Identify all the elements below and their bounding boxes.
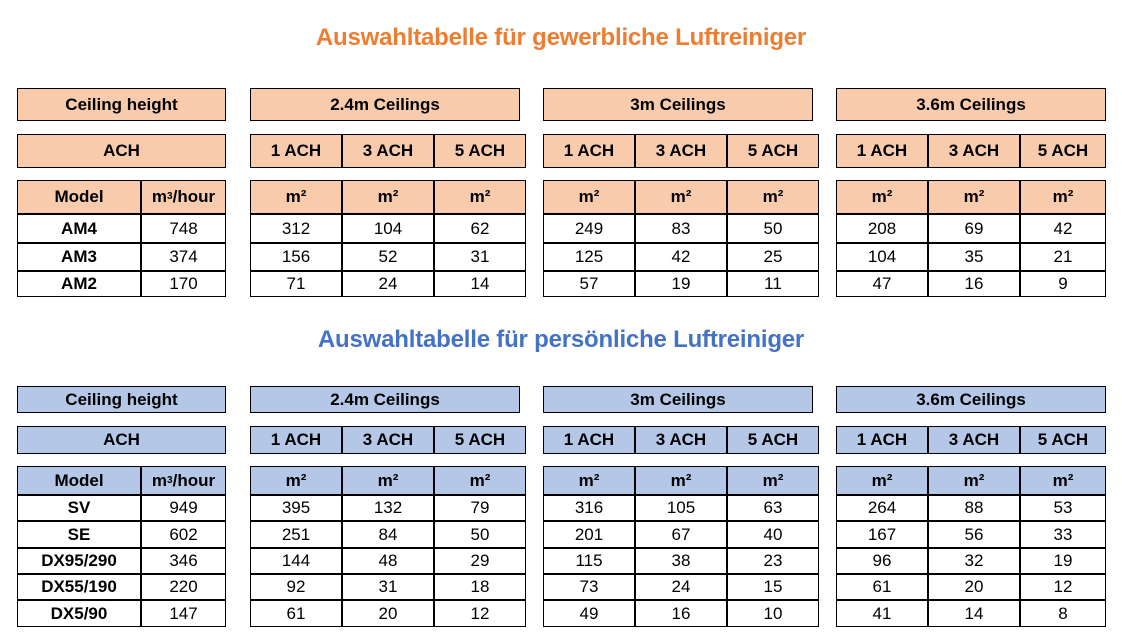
unit-header: m² (1020, 466, 1106, 495)
flow-cell: 346 (141, 548, 226, 574)
area-cell: 104 (836, 243, 928, 271)
area-cell: 62 (434, 214, 526, 243)
area-cell: 35 (928, 243, 1020, 271)
area-cell: 32 (928, 548, 1020, 574)
area-cell: 125 (543, 243, 635, 271)
model-cell: DX95/290 (17, 548, 141, 574)
area-cell: 115 (543, 548, 635, 574)
area-cell: 201 (543, 521, 635, 548)
area-cell: 264 (836, 495, 928, 521)
flow-cell: 748 (141, 214, 226, 243)
ceiling-group-header: 2.4m Ceilings (250, 88, 520, 121)
ach-header: 1 ACH (836, 134, 928, 168)
area-cell: 48 (342, 548, 434, 574)
flow-header-suffix: /hour (172, 187, 216, 206)
ach-header: 3 ACH (635, 134, 727, 168)
ceiling-group-header: 2.4m Ceilings (250, 386, 520, 413)
ach-header: 5 ACH (1020, 134, 1106, 168)
flow-header: m 3 /hour (141, 466, 226, 495)
area-cell: 67 (635, 521, 727, 548)
ach-header: 5 ACH (727, 426, 819, 454)
area-cell: 14 (928, 600, 1020, 627)
area-cell: 79 (434, 495, 526, 521)
unit-header: m² (342, 466, 434, 495)
unit-header: m² (836, 180, 928, 214)
area-cell: 88 (928, 495, 1020, 521)
ach-label: ACH (17, 134, 226, 168)
ach-header: 1 ACH (543, 134, 635, 168)
model-header: Model (17, 180, 141, 214)
area-cell: 105 (635, 495, 727, 521)
area-cell: 9 (1020, 271, 1106, 297)
unit-header: m² (727, 180, 819, 214)
area-cell: 71 (250, 271, 342, 297)
area-cell: 12 (434, 600, 526, 627)
flow-header: m 3 /hour (141, 180, 226, 214)
flow-cell: 220 (141, 574, 226, 600)
area-cell: 15 (727, 574, 819, 600)
model-cell: SV (17, 495, 141, 521)
area-cell: 16 (928, 271, 1020, 297)
flow-cell: 147 (141, 600, 226, 627)
model-cell: DX55/190 (17, 574, 141, 600)
unit-header: m² (928, 466, 1020, 495)
unit-header: m² (543, 466, 635, 495)
personal-title: Auswahltabelle für persönliche Luftreiniger (317, 326, 805, 353)
area-cell: 24 (635, 574, 727, 600)
area-cell: 33 (1020, 521, 1106, 548)
unit-header: m² (342, 180, 434, 214)
model-cell: SE (17, 521, 141, 548)
area-cell: 16 (635, 600, 727, 627)
area-cell: 20 (342, 600, 434, 627)
ach-header: 3 ACH (342, 134, 434, 168)
ach-header: 1 ACH (836, 426, 928, 454)
area-cell: 18 (434, 574, 526, 600)
area-cell: 49 (543, 600, 635, 627)
flow-header-suffix: /hour (172, 470, 216, 490)
area-cell: 312 (250, 214, 342, 243)
ach-header: 3 ACH (635, 426, 727, 454)
area-cell: 92 (250, 574, 342, 600)
area-cell: 132 (342, 495, 434, 521)
area-cell: 251 (250, 521, 342, 548)
flow-header-base: m (151, 470, 168, 490)
unit-header: m² (434, 466, 526, 495)
area-cell: 316 (543, 495, 635, 521)
area-cell: 63 (727, 495, 819, 521)
unit-header: m² (836, 466, 928, 495)
area-cell: 38 (635, 548, 727, 574)
unit-header: m² (250, 466, 342, 495)
model-cell: AM4 (17, 214, 141, 243)
area-cell: 24 (342, 271, 434, 297)
area-cell: 84 (342, 521, 434, 548)
area-cell: 156 (250, 243, 342, 271)
area-cell: 42 (635, 243, 727, 271)
ach-header: 3 ACH (928, 426, 1020, 454)
area-cell: 19 (635, 271, 727, 297)
area-cell: 53 (1020, 495, 1106, 521)
unit-header: m² (543, 180, 635, 214)
commercial-title: Auswahltabelle für gewerbliche Luftreiniger (315, 24, 807, 51)
area-cell: 31 (434, 243, 526, 271)
ach-header: 3 ACH (342, 426, 434, 454)
ach-header: 5 ACH (1020, 426, 1106, 454)
ceiling-group-header: 3.6m Ceilings (836, 386, 1106, 413)
area-cell: 61 (250, 600, 342, 627)
area-cell: 167 (836, 521, 928, 548)
area-cell: 19 (1020, 548, 1106, 574)
ceiling-group-header: 3.6m Ceilings (836, 88, 1106, 121)
ach-header: 3 ACH (928, 134, 1020, 168)
area-cell: 21 (1020, 243, 1106, 271)
area-cell: 52 (342, 243, 434, 271)
area-cell: 47 (836, 271, 928, 297)
unit-header: m² (928, 180, 1020, 214)
ach-header: 1 ACH (250, 426, 342, 454)
area-cell: 20 (928, 574, 1020, 600)
area-cell: 29 (434, 548, 526, 574)
area-cell: 208 (836, 214, 928, 243)
flow-cell: 602 (141, 521, 226, 548)
area-cell: 104 (342, 214, 434, 243)
unit-header: m² (635, 180, 727, 214)
area-cell: 395 (250, 495, 342, 521)
unit-header: m² (727, 466, 819, 495)
flow-cell: 170 (141, 271, 226, 297)
area-cell: 41 (836, 600, 928, 627)
area-cell: 31 (342, 574, 434, 600)
area-cell: 12 (1020, 574, 1106, 600)
area-cell: 23 (727, 548, 819, 574)
model-cell: AM3 (17, 243, 141, 271)
area-cell: 11 (727, 271, 819, 297)
area-cell: 50 (434, 521, 526, 548)
area-cell: 14 (434, 271, 526, 297)
model-cell: AM2 (17, 271, 141, 297)
area-cell: 10 (727, 600, 819, 627)
area-cell: 73 (543, 574, 635, 600)
ceiling-group-header: 3m Ceilings (543, 88, 813, 121)
area-cell: 25 (727, 243, 819, 271)
area-cell: 83 (635, 214, 727, 243)
ach-label: ACH (17, 426, 226, 454)
flow-cell: 949 (141, 495, 226, 521)
ceiling-group-header: 3m Ceilings (543, 386, 813, 413)
unit-header: m² (635, 466, 727, 495)
ach-header: 1 ACH (543, 426, 635, 454)
ach-header: 5 ACH (434, 426, 526, 454)
area-cell: 69 (928, 214, 1020, 243)
area-cell: 144 (250, 548, 342, 574)
model-cell: DX5/90 (17, 600, 141, 627)
ach-header: 5 ACH (434, 134, 526, 168)
unit-header: m² (434, 180, 526, 214)
unit-header: m² (250, 180, 342, 214)
area-cell: 61 (836, 574, 928, 600)
model-header: Model (17, 466, 141, 495)
ach-header: 5 ACH (727, 134, 819, 168)
area-cell: 249 (543, 214, 635, 243)
area-cell: 56 (928, 521, 1020, 548)
ach-header: 1 ACH (250, 134, 342, 168)
ceiling-height-label: Ceiling height (17, 386, 226, 413)
area-cell: 96 (836, 548, 928, 574)
unit-header: m² (1020, 180, 1106, 214)
area-cell: 57 (543, 271, 635, 297)
ceiling-height-label: Ceiling height (17, 88, 226, 121)
area-cell: 50 (727, 214, 819, 243)
flow-cell: 374 (141, 243, 226, 271)
area-cell: 8 (1020, 600, 1106, 627)
area-cell: 40 (727, 521, 819, 548)
area-cell: 42 (1020, 214, 1106, 243)
flow-header-base: m (151, 187, 168, 206)
